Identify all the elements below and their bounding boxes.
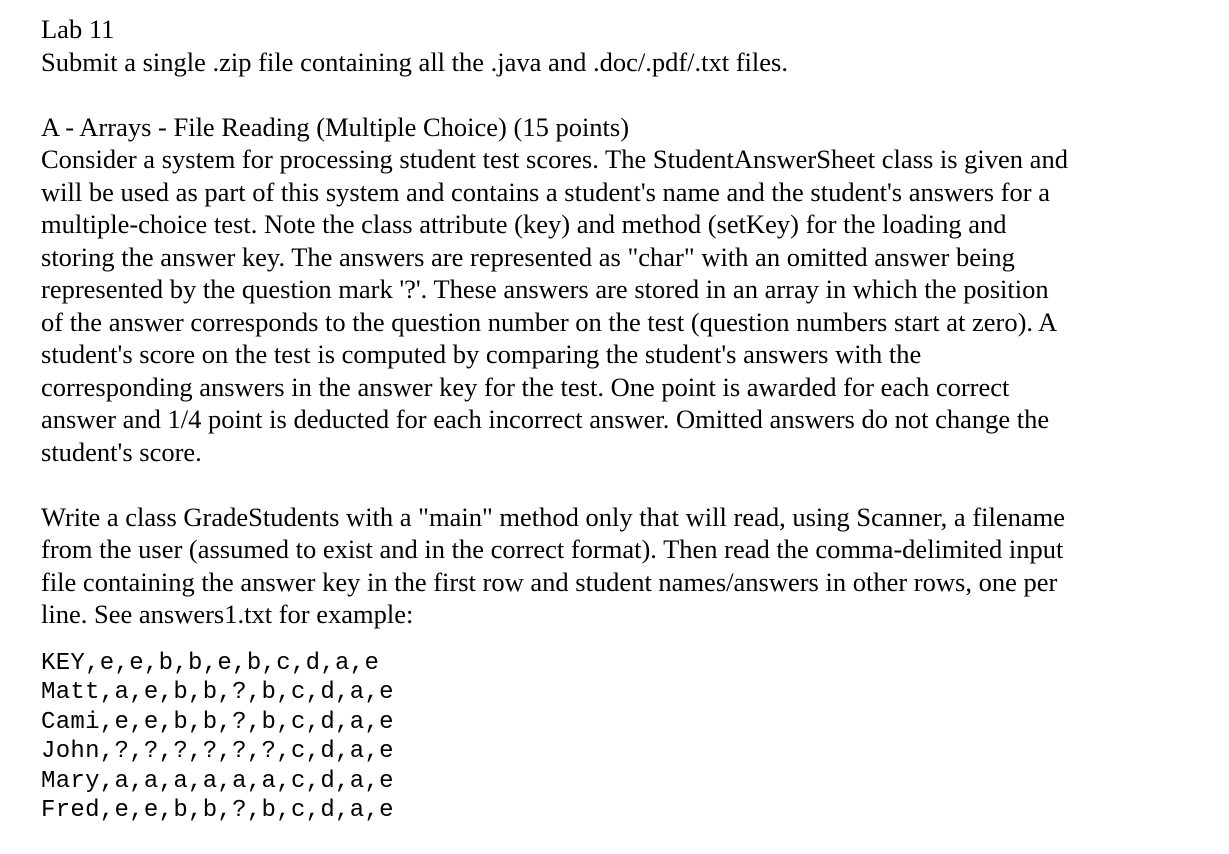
paragraph-line: Write a class GradeStudents with a "main" method only that will read, using Scanner, a filename	[41, 501, 1066, 532]
paragraph-line: will be used as part of this system and contains a student's name and the student's answers for a	[41, 176, 1050, 207]
paragraph-line: represented by the question mark '?'. These answers are stored in an array in which the position	[41, 274, 1049, 304]
paragraph-line: line. See answers1.txt for example:	[41, 599, 414, 629]
paragraph-line: file containing the answer key in the first row and student names/answers in other rows, one per	[41, 566, 1058, 597]
paragraph-line: student's score.	[41, 436, 202, 467]
paragraph-line: of the answer corresponds to the question number on the test (question numbers start at zero). A	[41, 306, 1058, 337]
code-line: Matt,a,e,b,b,?,b,c,d,a,e	[41, 679, 394, 707]
code-line: Fred,e,e,b,b,?,b,c,d,a,e	[41, 797, 394, 825]
paragraph-line: from the user (assumed to exist and in the correct format). Then read the comma-delimited input	[41, 534, 1064, 564]
paragraph-line: student's score on the test is computed by comparing the student's answers with the	[41, 339, 922, 369]
paragraph-line: multiple-choice test. Note the class attribute (key) and method (setKey) for the loading and	[41, 209, 1007, 239]
lab-title: Lab 11	[41, 14, 115, 44]
paragraph-line: storing the answer key. The answers are represented as "char" with an omitted answer being	[41, 241, 1015, 272]
code-line: KEY,e,e,b,b,e,b,c,d,a,e	[41, 649, 380, 677]
code-line: Mary,a,a,a,a,a,a,c,d,a,e	[41, 767, 394, 795]
section-heading: A - Arrays - File Reading (Multiple Choice) (15 points)	[41, 111, 630, 142]
paragraph-line: Consider a system for processing student test scores. The StudentAnswerSheet class is given and	[41, 144, 1068, 174]
paragraph-line: corresponding answers in the answer key for the test. One point is awarded for each correct	[41, 371, 1010, 402]
spacer	[41, 468, 1201, 501]
problem-description-paragraph	[41, 143, 1201, 468]
spacer	[41, 78, 1201, 111]
answers-file-example	[41, 649, 1201, 827]
code-line: Cami,e,e,b,b,?,b,c,d,a,e	[41, 708, 394, 736]
paragraph-line: answer and 1/4 point is deducted for each incorrect answer. Omitted answers do not change the	[41, 404, 1050, 434]
submit-instructions: Submit a single .zip file containing all the .java and .doc/.pdf/.txt files.	[41, 46, 788, 77]
task-paragraph	[41, 501, 1201, 631]
code-line: John,?,?,?,?,?,?,c,d,a,e	[41, 738, 394, 766]
document-body	[41, 13, 1201, 826]
